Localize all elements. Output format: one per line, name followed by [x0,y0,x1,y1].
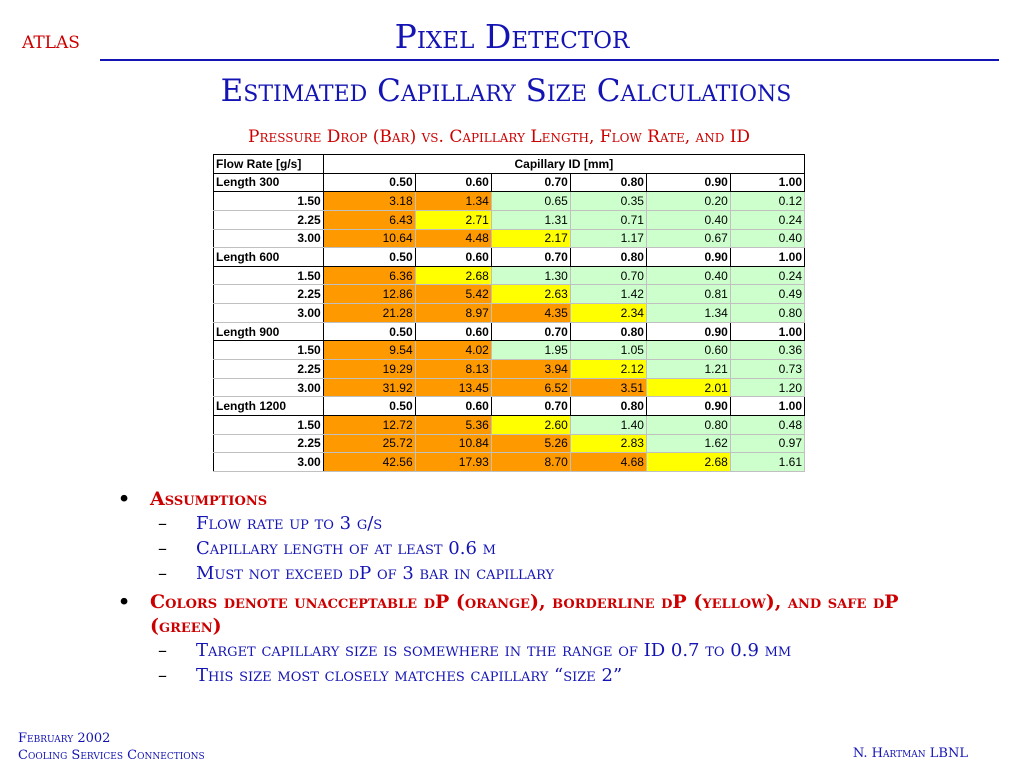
sub-bullet-item [118,663,918,688]
pressure-drop-cell: 6.43 [323,210,415,229]
pressure-drop-cell: 25.72 [323,434,415,453]
pressure-drop-cell: 2.71 [415,210,491,229]
capillary-id-cell: 0.70 [491,322,570,341]
sub-bullet-text: Capillary length of at least 0.6 m [196,538,496,559]
bullet-item [118,487,918,511]
sub-bullet-item [118,638,918,663]
pressure-drop-cell: 17.93 [415,453,491,472]
flow-rate-cell: 2.25 [214,360,324,379]
pressure-drop-cell: 0.67 [646,229,730,248]
capillary-id-cell: 1.00 [730,397,804,416]
pressure-drop-cell: 5.42 [415,285,491,304]
capillary-id-cell: 0.70 [491,397,570,416]
flow-rate-cell: 1.50 [214,192,324,211]
bullet-text: Assumptions [150,488,268,510]
pressure-drop-cell: 4.68 [570,453,646,472]
pressure-drop-cell: 0.40 [730,229,804,248]
capillary-id-cell: 0.80 [570,248,646,267]
table-row [214,415,805,434]
dash-icon: – [158,640,167,661]
bullet-icon: • [118,591,131,613]
pressure-drop-cell: 0.40 [646,210,730,229]
table-caption: Pressure Drop (Bar) vs. Capillary Length, Flow Rate, and ID [248,127,751,147]
capillary-id-cell: 0.50 [323,248,415,267]
pressure-drop-cell: 42.56 [323,453,415,472]
pressure-drop-cell: 0.73 [730,360,804,379]
pressure-drop-cell: 1.34 [415,192,491,211]
table-row [214,304,805,323]
sub-bullet-text: Must not exceed dP of 3 bar in capillary [196,563,555,584]
bullet-item [118,590,918,638]
pressure-drop-cell: 0.20 [646,192,730,211]
pressure-drop-cell: 0.71 [570,210,646,229]
pressure-drop-cell: 2.60 [491,415,570,434]
sub-bullet-text: Target capillary size is somewhere in the range of ID 0.7 to 0.9 mm [196,640,792,661]
length-label: Length 300 [214,173,324,192]
capillary-id-cell: 0.90 [646,322,730,341]
bullet-list [118,483,918,688]
pressure-drop-cell: 0.60 [646,341,730,360]
pressure-drop-cell: 19.29 [323,360,415,379]
pressure-drop-cell: 2.68 [415,266,491,285]
pressure-drop-cell: 3.94 [491,360,570,379]
pressure-drop-cell: 31.92 [323,378,415,397]
footer-date: February 2002 [18,731,111,746]
pressure-drop-cell: 4.35 [491,304,570,323]
pressure-drop-cell: 0.12 [730,192,804,211]
pressure-drop-cell: 1.21 [646,360,730,379]
pressure-drop-cell: 1.05 [570,341,646,360]
dash-icon: – [158,563,167,584]
sub-bullet-text: This size most closely matches capillary “size 2” [196,665,623,686]
capillary-id-cell: 0.60 [415,397,491,416]
pressure-drop-cell: 0.40 [646,266,730,285]
pressure-drop-cell: 12.86 [323,285,415,304]
capillary-id-cell: 0.80 [570,397,646,416]
dash-icon: – [158,513,167,534]
table-row [214,285,805,304]
capillary-id-cell: 0.90 [646,397,730,416]
pressure-drop-cell: 6.36 [323,266,415,285]
pressure-drop-cell: 0.36 [730,341,804,360]
pressure-drop-cell: 13.45 [415,378,491,397]
capillary-id-cell: 0.60 [415,173,491,192]
pressure-drop-cell: 0.24 [730,266,804,285]
bullet-icon: • [118,488,131,510]
table-row [214,210,805,229]
table-row [214,192,805,211]
dash-icon: – [158,538,167,559]
pressure-drop-cell: 2.83 [570,434,646,453]
pressure-drop-cell: 12.72 [323,415,415,434]
pressure-drop-cell: 3.18 [323,192,415,211]
sub-bullet-item [118,536,918,561]
table-row [214,378,805,397]
flow-rate-cell: 2.25 [214,434,324,453]
capillary-id-header: Capillary ID [mm] [323,155,804,174]
pressure-drop-cell: 21.28 [323,304,415,323]
atlas-logo: ATLAS [22,33,80,53]
pressure-drop-cell: 0.24 [730,210,804,229]
capillary-id-cell: 0.60 [415,322,491,341]
dash-icon: – [158,665,167,686]
pressure-drop-cell: 9.54 [323,341,415,360]
capillary-id-cell: 0.70 [491,173,570,192]
title-divider [100,59,999,61]
flow-rate-cell: 3.00 [214,378,324,397]
pressure-drop-cell: 1.20 [730,378,804,397]
flow-rate-cell: 3.00 [214,453,324,472]
footer-author: N. Hartman LBNL [852,746,968,761]
pressure-drop-cell: 2.17 [491,229,570,248]
pressure-drop-cell: 0.35 [570,192,646,211]
pressure-drop-cell: 3.51 [570,378,646,397]
capillary-id-cell: 0.50 [323,173,415,192]
flow-rate-cell: 1.50 [214,341,324,360]
flow-rate-cell: 3.00 [214,229,324,248]
length-group-row [214,248,805,267]
pressure-drop-cell: 0.80 [646,415,730,434]
capillary-id-cell: 0.70 [491,248,570,267]
pressure-drop-cell: 1.62 [646,434,730,453]
pressure-drop-cell: 0.80 [730,304,804,323]
table-row [214,229,805,248]
length-label: Length 900 [214,322,324,341]
pressure-drop-cell: 1.42 [570,285,646,304]
length-group-row [214,173,805,192]
footer-left [18,730,205,764]
flow-rate-cell: 1.50 [214,415,324,434]
pressure-drop-cell: 0.70 [570,266,646,285]
length-group-row [214,322,805,341]
bullet-text: Colors denote unacceptable dP (orange), borderline dP (yellow), and safe dP (green) [150,591,899,637]
pressure-drop-cell: 2.63 [491,285,570,304]
capillary-id-cell: 0.50 [323,322,415,341]
pressure-drop-cell: 5.36 [415,415,491,434]
pressure-drop-cell: 6.52 [491,378,570,397]
table-row [214,341,805,360]
capillary-id-cell: 1.00 [730,248,804,267]
table-row [214,434,805,453]
pressure-drop-cell: 1.34 [646,304,730,323]
capillary-id-cell: 0.50 [323,397,415,416]
pressure-drop-cell: 0.49 [730,285,804,304]
pressure-drop-cell: 1.40 [570,415,646,434]
corner-label: Flow Rate [g/s] [214,155,324,174]
pressure-drop-cell: 0.48 [730,415,804,434]
pressure-drop-cell: 4.02 [415,341,491,360]
capillary-id-cell: 1.00 [730,173,804,192]
capillary-id-cell: 0.90 [646,248,730,267]
pressure-drop-cell: 5.26 [491,434,570,453]
pressure-drop-cell: 2.68 [646,453,730,472]
length-group-row [214,397,805,416]
pressure-drop-cell: 2.12 [570,360,646,379]
pressure-drop-cell: 0.97 [730,434,804,453]
sub-bullet-item [118,511,918,536]
length-label: Length 600 [214,248,324,267]
pressure-drop-cell: 0.65 [491,192,570,211]
pressure-drop-cell: 2.34 [570,304,646,323]
length-label: Length 1200 [214,397,324,416]
sub-bullet-item [118,561,918,586]
slide-title: Pixel Detector [394,17,630,56]
table-row [214,360,805,379]
table-row [214,266,805,285]
capillary-id-cell: 0.80 [570,173,646,192]
capillary-id-cell: 0.60 [415,248,491,267]
flow-rate-cell: 1.50 [214,266,324,285]
pressure-drop-table [213,154,805,472]
pressure-drop-cell: 1.95 [491,341,570,360]
pressure-drop-cell: 8.13 [415,360,491,379]
slide-subtitle: Estimated Capillary Size Calculations [220,73,792,109]
flow-rate-cell: 2.25 [214,285,324,304]
capillary-id-cell: 0.90 [646,173,730,192]
pressure-drop-cell: 1.17 [570,229,646,248]
pressure-drop-cell: 0.81 [646,285,730,304]
pressure-drop-cell: 4.48 [415,229,491,248]
table-row [214,453,805,472]
flow-rate-cell: 2.25 [214,210,324,229]
capillary-id-cell: 1.00 [730,322,804,341]
pressure-drop-cell: 2.01 [646,378,730,397]
pressure-drop-cell: 8.70 [491,453,570,472]
footer-section: Cooling Services Connections [18,748,205,763]
pressure-drop-cell: 10.84 [415,434,491,453]
pressure-drop-cell: 10.64 [323,229,415,248]
flow-rate-cell: 3.00 [214,304,324,323]
sub-bullet-text: Flow rate up to 3 g/s [196,513,383,534]
capillary-id-cell: 0.80 [570,322,646,341]
pressure-drop-cell: 1.61 [730,453,804,472]
pressure-drop-cell: 1.31 [491,210,570,229]
table-header-row [214,155,805,174]
pressure-drop-cell: 1.30 [491,266,570,285]
pressure-drop-cell: 8.97 [415,304,491,323]
